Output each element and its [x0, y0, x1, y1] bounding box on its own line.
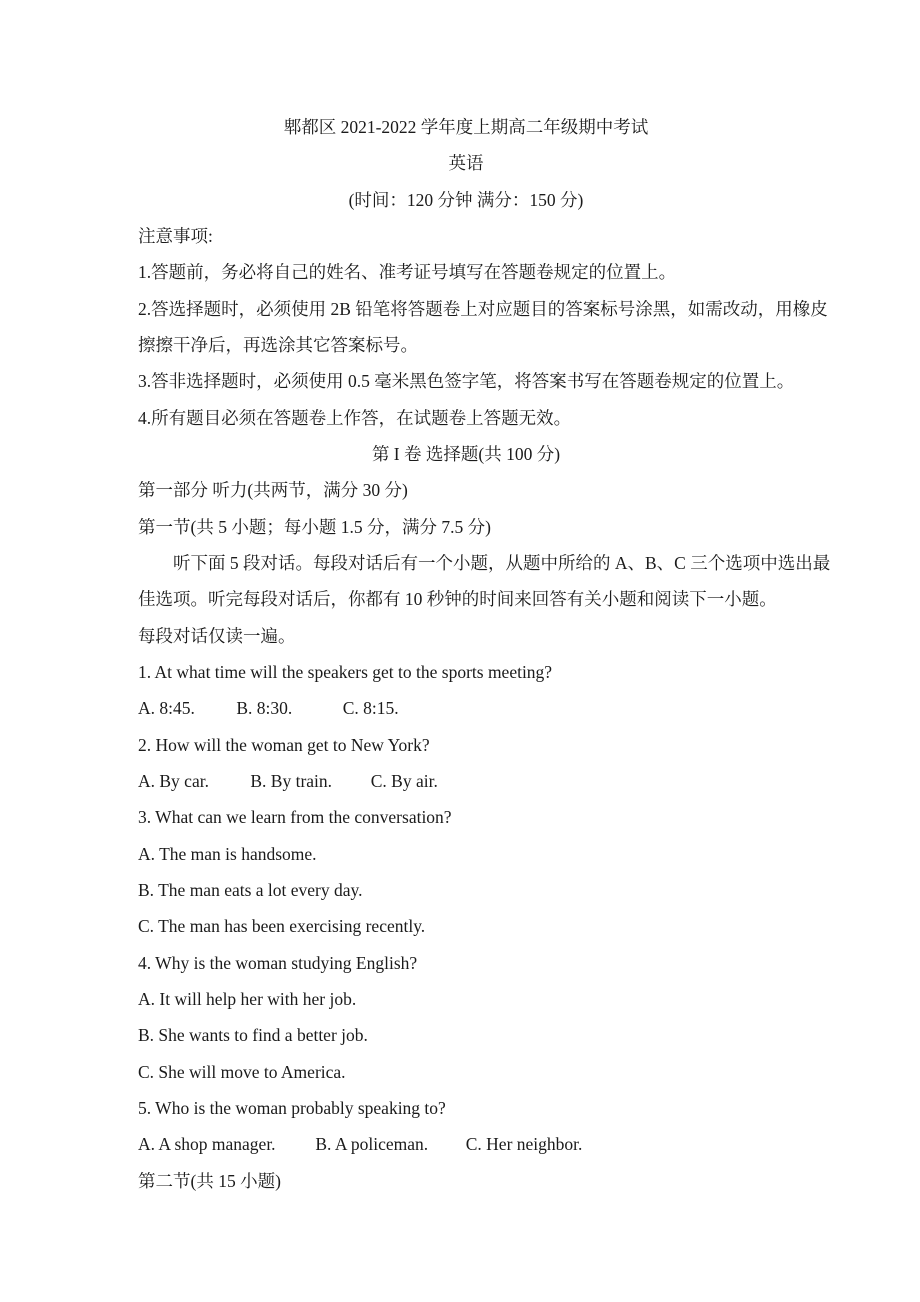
question-3-text: 3. What can we learn from the conversation? [138, 807, 452, 828]
exam-time-score-meta: (时间：120 分钟 满分：150 分) [348, 189, 584, 210]
subject-title: 英语 [448, 153, 484, 174]
question-2-option-a: A. By car. [138, 770, 209, 791]
notice-line-3: 3.答非选择题时，必须使用 0.5 毫米黑色签字笔，将答案书写在答题卷规定的位置上。 [138, 371, 795, 392]
question-1-option-c: C. 8:15. [342, 698, 399, 719]
question-4-text: 4. Why is the woman studying English? [138, 952, 418, 973]
question-4-option-a: A. It will help her with her job. [138, 988, 357, 1009]
notice-line-4: 4.所有题目必须在答题卷上作答，在试题卷上答题无效。 [138, 407, 572, 428]
volume1-heading: 第 I 卷 选择题(共 100 分) [371, 443, 561, 464]
section1-heading: 第一节(共 5 小题；每小题 1.5 分，满分 7.5 分) [138, 516, 491, 537]
listening-instructions-line-3: 每段对话仅读一遍。 [138, 625, 296, 646]
question-1-options [138, 690, 794, 726]
question-2-text: 2. How will the woman get to New York? [138, 734, 430, 755]
notice-line-2-cont: 擦擦干净后，再选涂其它答案标号。 [138, 334, 418, 355]
question-1-option-b: B. 8:30. [236, 698, 293, 719]
part1-heading: 第一部分 听力(共两节，满分 30 分) [138, 480, 408, 501]
question-5-option-b: B. A policeman. [315, 1134, 429, 1155]
question-5-text: 5. Who is the woman probably speaking to? [138, 1097, 446, 1118]
question-5-options [138, 1126, 794, 1162]
question-3-option-b: B. The man eats a lot every day. [138, 879, 363, 900]
question-5-option-a: A. A shop manager. [138, 1134, 276, 1155]
question-2-option-c: C. By air. [370, 770, 438, 791]
notice-heading: 注意事项: [138, 225, 213, 246]
question-2-options [138, 763, 794, 799]
question-1-option-a: A. 8:45. [138, 698, 195, 719]
listening-instructions-line-1: 听下面 5 段对话。每段对话后有一个小题，从题中所给的 A、B、C 三个选项中选出最 [173, 552, 831, 573]
question-5-option-c: C. Her neighbor. [465, 1134, 583, 1155]
question-1-text: 1. At what time will the speakers get to the sports meeting? [138, 661, 553, 682]
section2-heading: 第二节(共 15 小题) [138, 1170, 281, 1191]
question-3-option-c: C. The man has been exercising recently. [138, 916, 426, 937]
question-2-option-b: B. By train. [250, 770, 333, 791]
notice-line-1: 1.答题前，务必将自己的姓名、准考证号填写在答题卷规定的位置上。 [138, 262, 677, 283]
page-title: 郫都区 2021-2022 学年度上期高二年级期中考试 [283, 117, 649, 137]
listening-instructions-line-2: 佳选项。听完每段对话后，你都有 10 秒钟的时间来回答有关小题和阅读下一小题。 [138, 589, 777, 610]
question-4-option-b: B. She wants to find a better job. [138, 1025, 368, 1046]
question-3-option-a: A. The man is handsome. [138, 843, 317, 864]
notice-line-2: 2.答选择题时，必须使用 2B 铅笔将答题卷上对应题目的答案标号涂黑，如需改动，用橡皮 [138, 298, 828, 319]
question-4-option-c: C. She will move to America. [138, 1061, 346, 1082]
